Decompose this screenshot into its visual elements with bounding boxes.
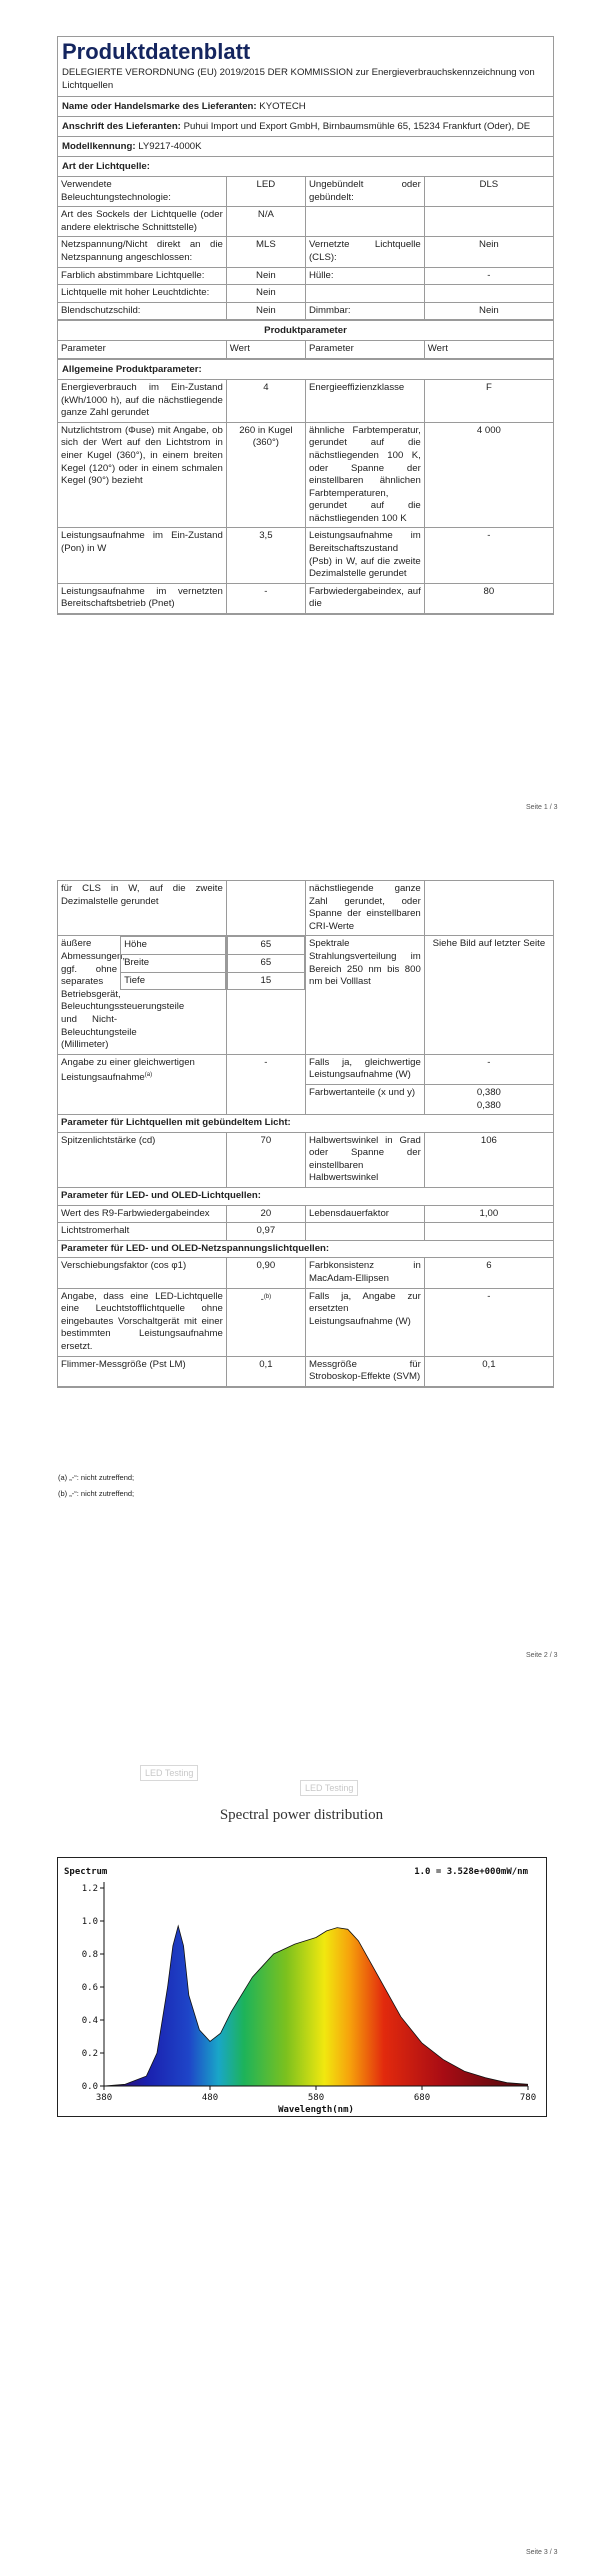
mains-led-header: Parameter für LED- und OLED-Netzspannungslichtquellen: bbox=[58, 1240, 553, 1258]
beam-angle-value: 106 bbox=[424, 1132, 553, 1187]
datasheet-sheet-continued bbox=[57, 880, 554, 1388]
chromaticity-x: 0,380 bbox=[476, 1086, 501, 1098]
supplier-label: Name oder Handelsmarke des Lieferanten: bbox=[62, 101, 257, 112]
page-number: Seite 3 / 3 bbox=[526, 2549, 558, 2556]
param-value: 4 bbox=[226, 380, 305, 422]
supplier-value: KYOTECH bbox=[259, 101, 306, 112]
col-value-1: Wert bbox=[226, 341, 305, 358]
address-label: Anschrift des Lieferanten: bbox=[62, 121, 181, 132]
stroboscopic-value: 0,1 bbox=[424, 1356, 553, 1386]
lumen-maintenance-value: 0,97 bbox=[226, 1223, 305, 1241]
r9-value: 20 bbox=[226, 1205, 305, 1223]
model-label: Modellkennung: bbox=[62, 141, 136, 152]
empty-cell bbox=[424, 881, 553, 936]
y-axis-label: Spectrum bbox=[64, 1867, 108, 1877]
spectrum-chart bbox=[57, 1857, 547, 2117]
dimensions-cell bbox=[58, 936, 226, 1054]
type-row bbox=[58, 177, 553, 207]
spectrum-svg bbox=[58, 1858, 546, 2116]
general-params-table bbox=[58, 380, 553, 614]
param-value-2: F bbox=[424, 380, 553, 422]
chromaticity-y: 0,380 bbox=[476, 1099, 501, 1111]
equivalent-power-watts-label: Falls ja, gleichwertige Leistungsaufnahme (W) bbox=[305, 1054, 424, 1084]
equivalent-power-watts-value: - bbox=[424, 1054, 553, 1084]
dimensions-values-cell bbox=[226, 936, 305, 1054]
x-tick-label: 780 bbox=[519, 2093, 537, 2103]
y-tick-label: 1.0 bbox=[81, 1917, 98, 1927]
param-value: 260 in Kugel (360°) bbox=[226, 422, 305, 528]
type-row-value-2: Nein bbox=[424, 302, 553, 320]
replacement-claim-text: - bbox=[260, 1293, 264, 1305]
param-label-2: Energieeffizienzklasse bbox=[305, 380, 424, 422]
general-param-row bbox=[58, 422, 553, 528]
type-row-label-2: Dimmbar: bbox=[305, 302, 424, 320]
type-row-label: Art des Sockels der Lichtquelle (oder andere elektrische Schnittstelle) bbox=[58, 207, 226, 237]
flicker-label: Flimmer-Messgröße (Pst LM) bbox=[58, 1356, 226, 1386]
type-row-value: Nein bbox=[226, 302, 305, 320]
datasheet-page-1 bbox=[0, 0, 603, 820]
r9-label: Wert des R9-Farbwiedergabeindex bbox=[58, 1205, 226, 1223]
led-oled-header: Parameter für LED- und OLED-Lichtquellen: bbox=[58, 1188, 553, 1206]
col-param-2: Parameter bbox=[305, 341, 424, 358]
type-row bbox=[58, 207, 553, 237]
datasheet-sheet bbox=[57, 36, 554, 615]
replaced-power-value: - bbox=[424, 1288, 553, 1356]
type-row bbox=[58, 285, 553, 303]
type-row-value: LED bbox=[226, 177, 305, 207]
product-params-header: Produktparameter bbox=[58, 320, 553, 341]
x-tick-label: 580 bbox=[307, 2093, 325, 2103]
type-row-label-2: Vernetzte Lichtquelle (CLS): bbox=[305, 237, 424, 267]
replaced-power-label: Falls ja, Angabe zur ersetzten Leistungsaufnahme (W) bbox=[305, 1288, 424, 1356]
type-row-label-2 bbox=[305, 285, 424, 303]
supplier-row bbox=[58, 97, 553, 117]
footnote-ref-b: (b) bbox=[263, 1293, 272, 1300]
type-row-value-2: - bbox=[424, 267, 553, 285]
peak-intensity-value: 70 bbox=[226, 1132, 305, 1187]
general-param-row bbox=[58, 380, 553, 422]
colour-consistency-value: 6 bbox=[424, 1258, 553, 1288]
replacement-claim-label: Angabe, dass eine LED-Lichtquelle eine Leuchtstofflichtquelle ohne eingebautes Vorschaltgerät mit einer bestimmten Leistungsaufnahme ersetzt. bbox=[58, 1288, 226, 1356]
type-table bbox=[58, 177, 553, 320]
chromaticity-label: Farbwertanteile (x und y) bbox=[305, 1084, 424, 1114]
model-value: LY9217-4000K bbox=[138, 141, 202, 152]
dimension-name: Breite bbox=[121, 954, 226, 972]
page-number: Seite 2 / 3 bbox=[526, 1652, 558, 1659]
type-row-value: MLS bbox=[226, 237, 305, 267]
dimensions-label: äußere Abmessungen, ggf. ohne separates Betriebsgerät, Beleuchtungssteuerungsteile und Nicht-Beleuchtungsteile (Millimeter) bbox=[61, 938, 185, 1051]
flicker-value: 0,1 bbox=[226, 1356, 305, 1386]
replacement-claim-value bbox=[226, 1288, 305, 1356]
type-row-value: N/A bbox=[226, 207, 305, 237]
param-value: 3,5 bbox=[226, 528, 305, 583]
dimension-value: 15 bbox=[227, 972, 304, 990]
equivalent-power-text: Angabe zu einer gleichwertigen Leistungsaufnahme bbox=[61, 1056, 195, 1084]
type-section-header: Art der Lichtquelle: bbox=[58, 157, 553, 177]
empty-cell bbox=[424, 1223, 553, 1241]
type-row-label-2 bbox=[305, 207, 424, 237]
type-row-label: Farblich abstimmbare Lichtquelle: bbox=[58, 267, 226, 285]
type-row-label: Blendschutzschild: bbox=[58, 302, 226, 320]
type-row-label: Netzspannung/Nicht direkt an die Netzspannung angeschlossen: bbox=[58, 237, 226, 267]
col-value-2: Wert bbox=[424, 341, 553, 358]
beam-angle-label: Halbwertswinkel in Grad oder Spanne der einstellbaren Halbwertswinkel bbox=[305, 1132, 424, 1187]
dimension-value: 65 bbox=[227, 954, 304, 972]
type-row-value-2 bbox=[424, 207, 553, 237]
spectrum-area bbox=[104, 1926, 528, 2086]
type-row-value-2: DLS bbox=[424, 177, 553, 207]
param-label-2: Leistungsaufnahme im Bereitschaftszustand (Psb) in W, auf die zweite Dezimalstelle gerundet bbox=[305, 528, 424, 583]
page-title: Produktdatenblatt bbox=[62, 39, 251, 64]
lumen-maintenance-label: Lichtstromerhalt bbox=[58, 1223, 226, 1241]
y-tick-label: 0.4 bbox=[81, 2016, 98, 2026]
type-row bbox=[58, 302, 553, 320]
equivalent-power-value: - bbox=[226, 1054, 305, 1114]
param-label: Leistungsaufnahme im Ein-Zustand (Pon) in W bbox=[58, 528, 226, 583]
y-tick-label: 0.6 bbox=[81, 1983, 98, 1993]
type-row-label-2: Ungebündelt oder gebündelt: bbox=[305, 177, 424, 207]
dimension-value: 65 bbox=[227, 937, 304, 955]
dimension-name: Tiefe bbox=[121, 972, 226, 990]
datasheet-page-3 bbox=[0, 1735, 603, 2560]
spectrum-title: Spectral power distribution bbox=[219, 1807, 384, 1823]
param-value-2: - bbox=[424, 528, 553, 583]
param-label-2: ähnliche Farbtemperatur, gerundet auf die nächstliegenden 100 K, oder Spanne der einstellbaren ähnlichen Farbtemperaturen, gerundet auf die nächstliegenden 100 K bbox=[305, 422, 424, 528]
param-label: Nutzlichtstrom (Φuse) mit Angabe, ob sich der Wert auf den Lichtstrom in einer Kugel (360°), in einem breiten Kegel (120°) oder in einem schmalen Kegel (90°) bezieht bbox=[58, 422, 226, 528]
y-tick-label: 0.8 bbox=[81, 1950, 98, 1960]
peak-intensity-label: Spitzenlichtstärke (cd) bbox=[58, 1132, 226, 1187]
bundled-light-header: Parameter für Lichtquellen mit gebündeltem Licht: bbox=[58, 1115, 553, 1133]
address-value: Puhui Import und Export GmbH, Birnbaumsmühle 65, 15234 Frankfurt (Oder), DE bbox=[183, 121, 531, 132]
survival-factor-value: 1,00 bbox=[424, 1205, 553, 1223]
type-row-label: Lichtquelle mit hoher Leuchtdichte: bbox=[58, 285, 226, 303]
chromaticity-value bbox=[424, 1084, 553, 1114]
type-row-label-2: Hülle: bbox=[305, 267, 424, 285]
y-tick-label: 0.0 bbox=[81, 2082, 98, 2092]
equivalent-power-label bbox=[58, 1054, 226, 1114]
footnote-b: (b) „-“: nicht zutreffend; bbox=[58, 1489, 135, 1498]
colour-consistency-label: Farbkonsistenz in MacAdam-Ellipsen bbox=[305, 1258, 424, 1288]
spectral-value: Siehe Bild auf letzter Seite bbox=[424, 936, 553, 1054]
page-number: Seite 1 / 3 bbox=[526, 804, 558, 811]
scale-annotation: 1.0 = 3.528e+000mW/nm bbox=[414, 1867, 528, 1877]
type-row bbox=[58, 237, 553, 267]
cri-label: nächstliegende ganze Zahl gerundet, oder Spanne der einstellbaren CRI-Werte bbox=[305, 881, 424, 936]
x-axis-label: Wavelength(nm) bbox=[278, 2105, 354, 2115]
x-tick-label: 380 bbox=[95, 2093, 113, 2103]
continued-table bbox=[58, 881, 553, 1387]
footnote-ref-a: (a) bbox=[144, 1072, 153, 1079]
type-row-value: Nein bbox=[226, 285, 305, 303]
type-row-value: Nein bbox=[226, 267, 305, 285]
general-param-row bbox=[58, 583, 553, 613]
footnote-a: (a) „-“: nicht zutreffend; bbox=[58, 1473, 135, 1482]
y-tick-label: 0.2 bbox=[81, 2049, 98, 2059]
param-value-2: 4 000 bbox=[424, 422, 553, 528]
param-columns-header bbox=[58, 341, 553, 359]
type-row-value-2 bbox=[424, 285, 553, 303]
spectral-label: Spektrale Strahlungsverteilung im Bereich 250 nm bis 800 nm bei Volllast bbox=[305, 936, 424, 1054]
survival-factor-label: Lebensdauerfaktor bbox=[305, 1205, 424, 1223]
x-tick-label: 480 bbox=[201, 2093, 219, 2103]
model-row bbox=[58, 137, 553, 157]
displacement-factor-value: 0,90 bbox=[226, 1258, 305, 1288]
general-params-header: Allgemeine Produktparameter: bbox=[58, 359, 553, 380]
type-row bbox=[58, 267, 553, 285]
col-param-1: Parameter bbox=[58, 341, 226, 358]
watermark-logo: LED Testing bbox=[140, 1765, 198, 1781]
param-label: Energieverbrauch im Ein-Zustand (kWh/1000 h), auf die nächstliegende ganze Zahl gerundet bbox=[58, 380, 226, 422]
general-param-row bbox=[58, 528, 553, 583]
datasheet-page-2 bbox=[0, 880, 603, 1680]
address-row bbox=[58, 117, 553, 137]
x-tick-label: 680 bbox=[413, 2093, 431, 2103]
dimension-name: Höhe bbox=[121, 937, 226, 955]
standby-power-label: für CLS in W, auf die zweite Dezimalstelle gerundet bbox=[58, 881, 226, 936]
displacement-factor-label: Verschiebungsfaktor (cos φ1) bbox=[58, 1258, 226, 1288]
regulation-subtitle: DELEGIERTE VERORDNUNG (EU) 2019/2015 DER KOMMISSION zur Energieverbrauchskennzeichnung von Lichtquellen bbox=[58, 66, 553, 97]
type-row-value-2: Nein bbox=[424, 237, 553, 267]
dimensions-values bbox=[227, 936, 305, 990]
param-label: Leistungsaufnahme im vernetzten Bereitschaftsbetrieb (Pnet) bbox=[58, 583, 226, 613]
param-label-2: Farbwiedergabeindex, auf die bbox=[305, 583, 424, 613]
type-row-label: Verwendete Beleuchtungstechnologie: bbox=[58, 177, 226, 207]
empty-cell bbox=[305, 1223, 424, 1241]
watermark-logo: LED Testing bbox=[300, 1780, 358, 1796]
param-value: - bbox=[226, 583, 305, 613]
y-tick-label: 1.2 bbox=[81, 1884, 98, 1894]
stroboscopic-label: Messgröße für Stroboskop-Effekte (SVM) bbox=[305, 1356, 424, 1386]
dimensions-names bbox=[120, 936, 226, 990]
empty-cell bbox=[226, 881, 305, 936]
param-value-2: 80 bbox=[424, 583, 553, 613]
